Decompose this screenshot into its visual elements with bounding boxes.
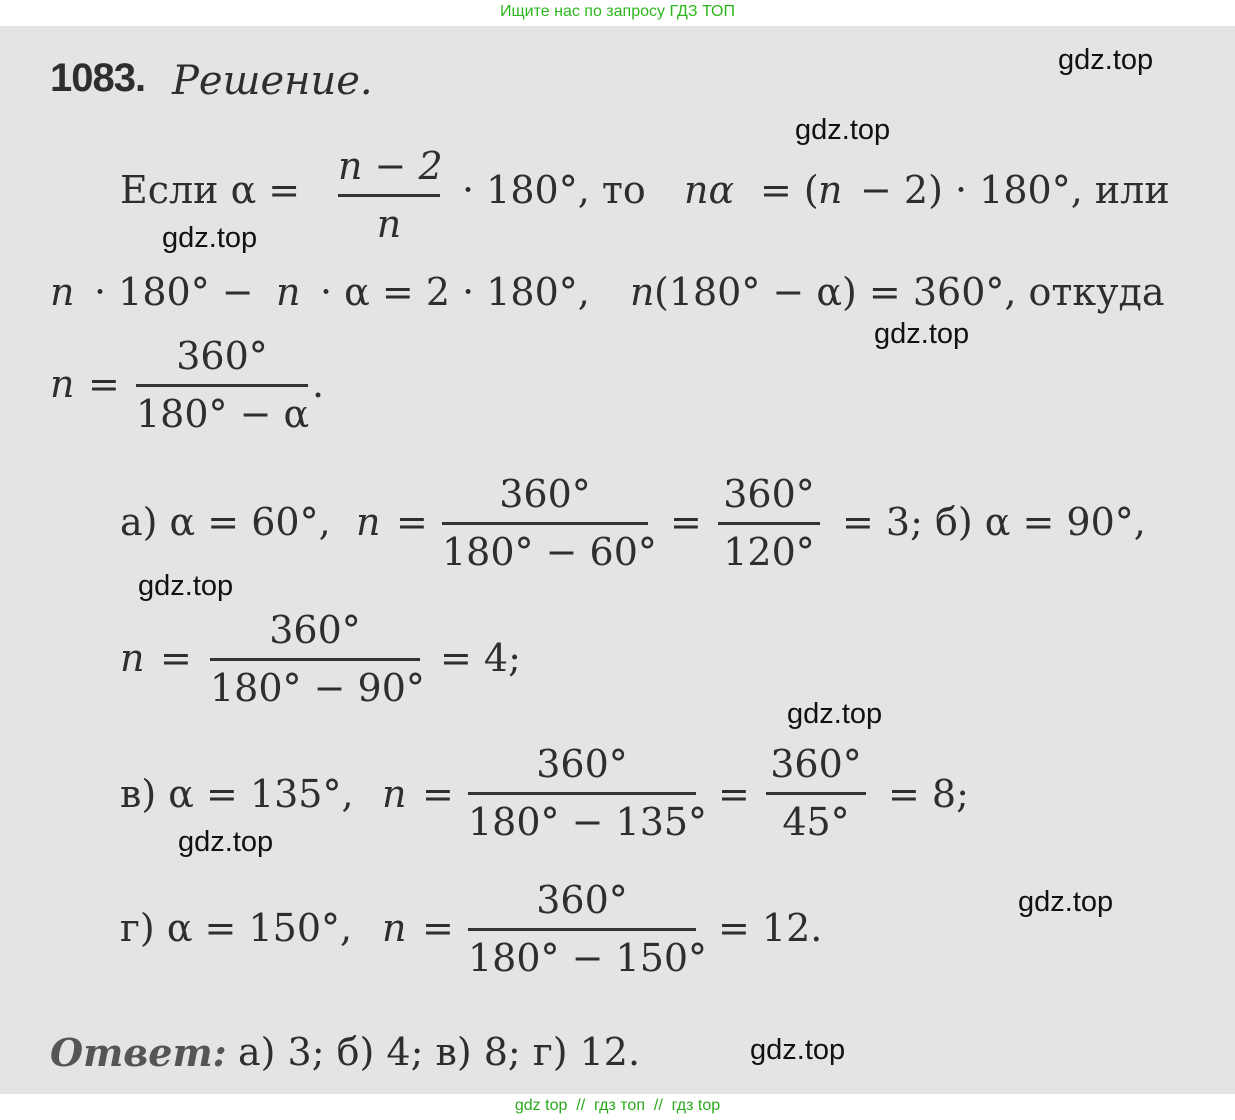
case-d-lead: г) α = 150°, xyxy=(120,906,353,950)
line2-n: n xyxy=(50,270,75,314)
case-c-lead: в) α = 135°, xyxy=(120,772,354,816)
line2-n: n xyxy=(276,270,301,314)
watermark: gdz.top xyxy=(138,570,234,602)
fraction-bar xyxy=(136,384,308,387)
fraction-numerator: 360° xyxy=(176,334,268,378)
watermark: gdz.top xyxy=(787,698,883,730)
fraction-numerator: 360° xyxy=(723,472,815,516)
case-b-n: n xyxy=(120,636,145,680)
fraction-bar xyxy=(468,792,696,795)
watermark: gdz.top xyxy=(178,826,274,858)
fraction-bar xyxy=(468,928,696,931)
fraction-denominator: 180° − α xyxy=(136,392,310,436)
case-c-eq: = xyxy=(422,772,454,816)
fraction-denominator: 45° xyxy=(782,800,850,844)
line1-rest-c: − 2) · 180°, или xyxy=(860,168,1170,212)
fraction-numerator: 360° xyxy=(536,878,628,922)
case-c-tail: = 8; xyxy=(888,772,969,816)
fraction-bar xyxy=(210,658,420,661)
fraction-denominator: n xyxy=(376,202,402,246)
fraction-numerator: 360° xyxy=(536,742,628,786)
line3-n: n xyxy=(50,362,75,406)
case-a-eq2: = xyxy=(670,500,702,544)
fraction-numerator: 360° xyxy=(269,608,361,652)
watermark: gdz.top xyxy=(795,114,891,146)
line3-tail: . xyxy=(312,362,325,406)
fraction-denominator: 120° xyxy=(723,530,815,574)
fraction-numerator: 360° xyxy=(499,472,591,516)
line1-rest-a: · 180°, то xyxy=(462,168,646,212)
footer-links-bar[interactable] xyxy=(0,1094,1235,1120)
watermark: gdz.top xyxy=(874,318,970,350)
problem-title: Решение. xyxy=(172,58,373,104)
fraction-case-a-2 xyxy=(718,472,820,582)
textbook-page xyxy=(0,26,1235,1094)
answer-text: а) 3; б) 4; в) 8; г) 12. xyxy=(238,1030,641,1074)
fraction-denominator: 180° − 135° xyxy=(468,800,708,844)
search-hint-bar[interactable] xyxy=(0,0,1235,26)
footer-links[interactable]: gdz top // гдз топ // гдз top xyxy=(514,1097,721,1114)
case-b-tail: = 4; xyxy=(440,636,521,680)
case-a-tail: = 3; б) α = 90°, xyxy=(842,500,1146,544)
search-hint-text[interactable]: Ищите нас по запросу ГДЗ ТОП xyxy=(500,3,735,20)
case-a-eq: = xyxy=(396,500,428,544)
fraction-n-minus-2-over-n xyxy=(338,144,443,254)
line2-part: (180° − α) = 360°, откуда xyxy=(654,270,1165,314)
fraction-numerator: 360° xyxy=(770,742,862,786)
case-a-lead: а) α = 60°, xyxy=(120,500,331,544)
case-d-n: n xyxy=(382,906,407,950)
line1-lead: Если α = xyxy=(120,168,301,212)
case-a-n: n xyxy=(356,500,381,544)
fraction-bar xyxy=(442,522,648,525)
case-c-eq2: = xyxy=(718,772,750,816)
fraction-case-d xyxy=(468,878,708,988)
line2-part: · α = 2 · 180°, xyxy=(320,270,590,314)
answer-label: Ответ: xyxy=(50,1030,227,1075)
fraction-denominator: 180° − 150° xyxy=(468,936,708,980)
fraction-case-b xyxy=(210,608,425,718)
watermark: gdz.top xyxy=(162,222,258,254)
line2-n: n xyxy=(630,270,655,314)
fraction-denominator: 180° − 60° xyxy=(442,530,657,574)
case-d-tail: = 12. xyxy=(718,906,823,950)
fraction-numerator: n − 2 xyxy=(338,144,443,188)
fraction-360-over-180-minus-alpha xyxy=(136,334,308,444)
fraction-bar xyxy=(766,792,866,795)
watermark: gdz.top xyxy=(1058,44,1154,76)
fraction-bar xyxy=(338,194,440,197)
line1-n-alpha: nα xyxy=(684,168,735,212)
fraction-case-c-2 xyxy=(766,742,866,852)
fraction-bar xyxy=(718,522,820,525)
case-b-eq: = xyxy=(160,636,192,680)
line1-n: n xyxy=(818,168,843,212)
problem-number: 1083. xyxy=(50,56,146,100)
line3-eq: = xyxy=(88,362,120,406)
line1-rest-b: = ( xyxy=(760,168,819,212)
line2-part: · 180° − xyxy=(94,270,254,314)
fraction-case-a-1 xyxy=(442,472,657,582)
fraction-denominator: 180° − 90° xyxy=(210,666,425,710)
case-d-eq: = xyxy=(422,906,454,950)
fraction-case-c-1 xyxy=(468,742,708,852)
watermark: gdz.top xyxy=(1018,886,1114,918)
watermark: gdz.top xyxy=(750,1034,846,1066)
case-c-n: n xyxy=(382,772,407,816)
